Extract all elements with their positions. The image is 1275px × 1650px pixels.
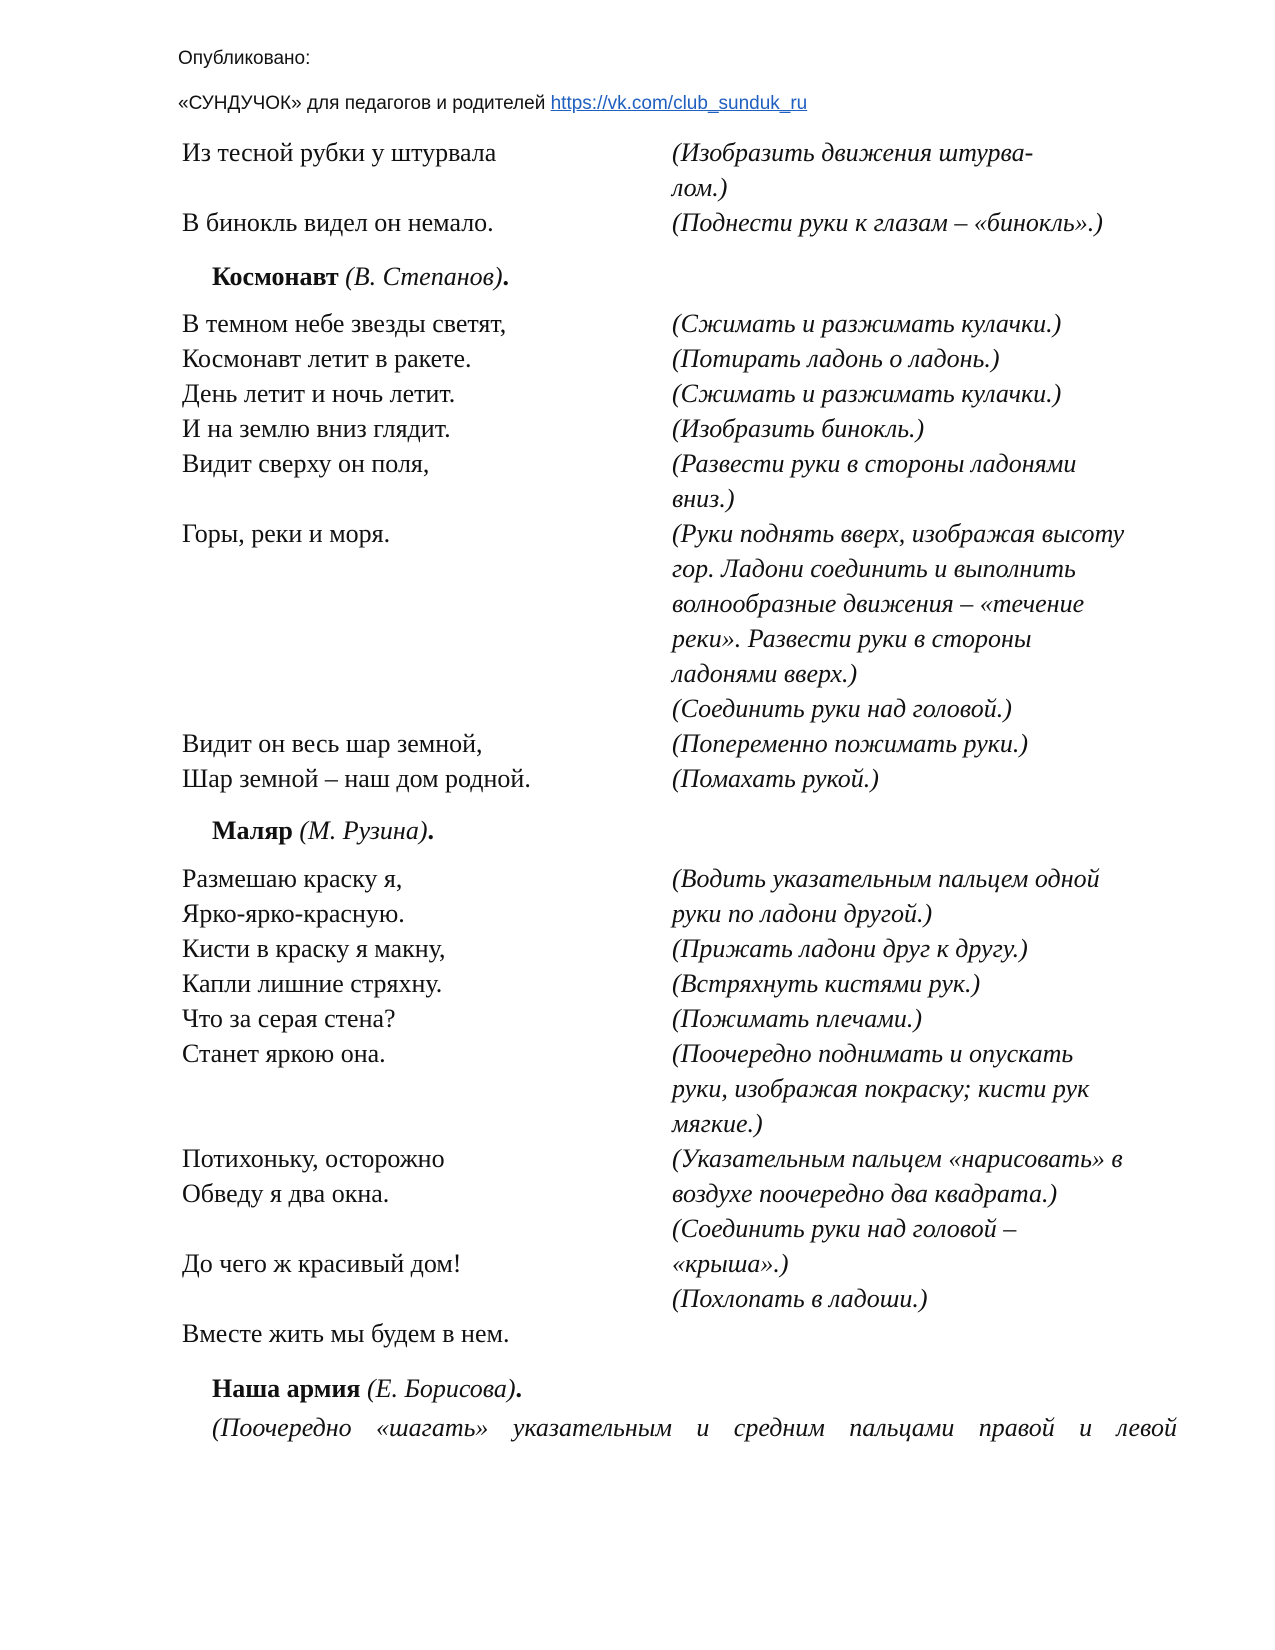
title-period: .	[502, 262, 510, 291]
poem-line: Видит сверху он поля,	[182, 449, 430, 478]
poem-line: Видит он весь шар земной,	[182, 729, 483, 758]
poem-line: Обведу я два окна.	[182, 1179, 390, 1208]
published-label: Опубликовано:	[178, 48, 311, 69]
action-line: (Сжимать и разжимать кулачки.)	[672, 379, 1062, 408]
poem-title: Маляр	[212, 816, 293, 845]
action-line: (Поочередно поднимать и опускать	[672, 1039, 1074, 1068]
action-line: руки по ладони другой.)	[672, 899, 933, 928]
poem-line: Что за серая стена?	[182, 1004, 396, 1033]
action-line: (Встряхнуть кистями рук.)	[672, 969, 981, 998]
title-period: .	[515, 1374, 523, 1403]
action-line: гор. Ладони соединить и выполнить	[672, 554, 1076, 583]
poem-title-army	[212, 1374, 522, 1404]
action-line: волнообразные движения – «течение	[672, 589, 1085, 618]
action-line: реки». Развести руки в стороны	[672, 624, 1032, 653]
action-line: воздухе поочередно два квадрата.)	[672, 1179, 1058, 1208]
poem-line: И на землю вниз глядит.	[182, 414, 451, 443]
poem-author: (В. Степанов)	[345, 262, 503, 291]
poem-line: Вместе жить мы будем в нем.	[182, 1319, 510, 1348]
action-line: (Развести руки в стороны ладонями	[672, 449, 1077, 478]
action-line: (Прижать ладони друг к другу.)	[672, 934, 1028, 963]
action-line: (Поднести руки к глазам – «бинокль».)	[672, 208, 1103, 237]
site-credit	[178, 93, 807, 115]
action-line: (Помахать рукой.)	[672, 764, 879, 793]
action-line: (Соединить руки над головой.)	[672, 694, 1012, 723]
poem-line: В бинокль видел он немало.	[182, 208, 494, 237]
poem-line: Из тесной рубки у штурвала	[182, 138, 497, 167]
action-line: (Сжимать и разжимать кулачки.)	[672, 309, 1062, 338]
poem-line: Горы, реки и моря.	[182, 519, 391, 548]
action-line: (Изобразить бинокль.)	[672, 414, 925, 443]
poem-line: Размешаю краску я,	[182, 864, 403, 893]
action-line: (Пожимать плечами.)	[672, 1004, 923, 1033]
action-line: (Указательным пальцем «нарисовать» в	[672, 1144, 1123, 1173]
action-line: (Руки поднять вверх, изображая высоту	[672, 519, 1125, 548]
title-period: .	[427, 816, 434, 845]
poem-line: Станет яркою она.	[182, 1039, 386, 1068]
action-line: (Изобразить движения штурва-	[672, 138, 1034, 167]
action-line: «крыша».)	[672, 1249, 789, 1278]
poem-line: В темном небе звезды светят,	[182, 309, 507, 338]
poem-line: Ярко-ярко-красную.	[182, 899, 405, 928]
poem-line: Капли лишние стряхну.	[182, 969, 443, 998]
army-instruction: (Поочередно «шагать» указательным и средним пальцами правой и левой	[212, 1413, 1177, 1442]
action-line: (Водить указательным пальцем одной	[672, 864, 1100, 893]
action-line: (Попеременно пожимать руки.)	[672, 729, 1029, 758]
action-line: (Соединить руки над головой –	[672, 1214, 1017, 1243]
action-line: вниз.)	[672, 484, 735, 513]
poem-line: До чего ж красивый дом!	[182, 1249, 462, 1278]
poem-author: (Е. Борисова)	[367, 1374, 516, 1403]
poem-line: Кисти в краску я макну,	[182, 934, 446, 963]
poem-line: Потихоньку, осторожно	[182, 1144, 445, 1173]
poem-title-painter	[212, 816, 434, 846]
site-name: «СУНДУЧОК» для педагогов и родителей	[178, 93, 546, 114]
action-line: мягкие.)	[672, 1109, 763, 1138]
action-line: ладонями вверх.)	[672, 659, 858, 688]
poem-line: Космонавт летит в ракете.	[182, 344, 472, 373]
poem-title: Космонавт	[212, 262, 339, 291]
action-line: руки, изображая покраску; кисти рук	[672, 1074, 1090, 1103]
poem-line: Шар земной – наш дом родной.	[182, 764, 531, 793]
poem-title-cosmonaut	[212, 262, 509, 292]
poem-title: Наша армия	[212, 1374, 361, 1403]
site-link[interactable]: https://vk.com/club_sunduk_ru	[550, 93, 808, 114]
poem-line: День летит и ночь летит.	[182, 379, 456, 408]
action-line: лом.)	[672, 173, 728, 202]
action-line: (Похлопать в ладоши.)	[672, 1284, 928, 1313]
poem-author: (М. Рузина)	[299, 816, 428, 845]
action-line: (Потирать ладонь о ладонь.)	[672, 344, 1000, 373]
